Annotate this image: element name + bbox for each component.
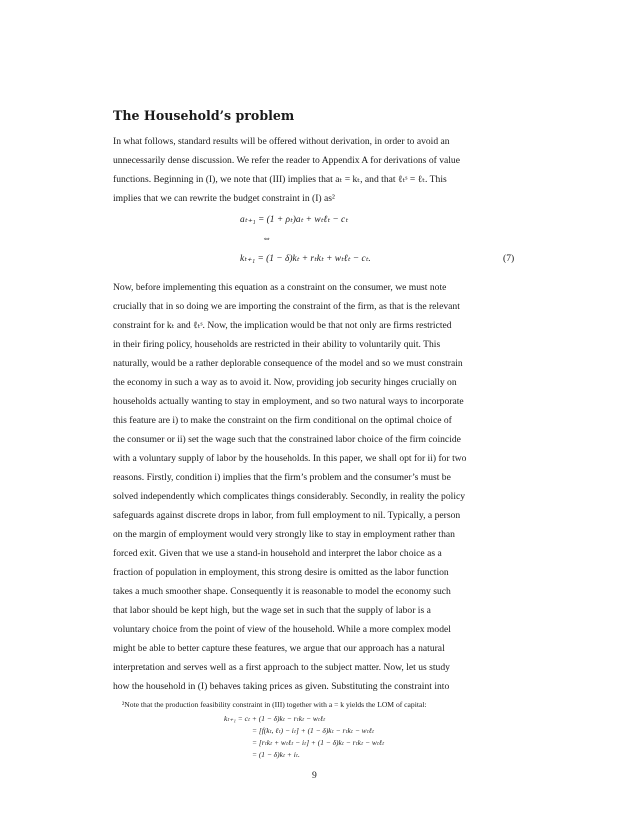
equation-line: kₜ₊₁ = (1 − δ)kₜ + rₜkₜ + wₜℓₜ − cₜ.	[240, 254, 371, 264]
text-line: naturally, would be a rather deplorable consequence of the model and so we must constrain	[113, 358, 463, 369]
text-line: solved independently which complicates things considerably. Secondly, in reality the policy	[113, 491, 466, 502]
text-line: constraint for kₜ and ℓₜˢ. Now, the implication would be that not only are firms restricted	[113, 320, 452, 331]
text-line: safeguards against discrete drops in labor, from full employment to nil. Typically, a person	[113, 510, 461, 521]
text-line: voluntary choice from the point of view of the household. While a more complex model	[113, 624, 451, 635]
text-line: the consumer or ii) set the wage such that the constrained labor choice of the firm coincide	[113, 434, 461, 445]
text-line: In what follows, standard results will be offered without derivation, in order to avoid an	[113, 136, 450, 147]
text-line: interpretation and serves well as a first approach to the subject matter. Now, let us study	[113, 662, 450, 673]
text-line: on the margin of employment would very strongly like to stay in employment rather than	[113, 529, 455, 540]
equation-number: (7)	[503, 253, 515, 264]
text-line: implies that we can rewrite the budget constraint in (I) as²	[113, 193, 335, 204]
footnote-equation-line: = [f(kₜ, ℓₜ) − iₜ] + (1 − δ)kₜ − rₜkₜ − wₜℓₜ	[252, 726, 375, 735]
footnote-equation-line: = [rₜkₜ + wₜℓₜ − iₜ] + (1 − δ)kₜ − rₜkₜ − wₜℓₜ	[252, 738, 385, 747]
page-number: 9	[312, 770, 317, 781]
footnote-text: ²Note that the production feasibility constraint in (III) together with a = k yields the LOM of capital:	[122, 700, 427, 709]
text-line: functions. Beginning in (I), we note that (III) implies that aₜ = kₜ, and that ℓₜˢ = ℓₜ. This	[113, 174, 447, 185]
text-line: the economy in such a way as to avoid it. Now, providing job security hinges crucially on	[113, 377, 457, 388]
text-line: reasons. Firstly, condition i) implies that the firm’s problem and the consumer’s must be	[113, 472, 451, 483]
text-line: Now, before implementing this equation as a constraint on the consumer, we must note	[113, 282, 447, 293]
equation-line: aₜ₊₁ = (1 + ρₜ)aₜ + wₜℓₜ − cₜ	[240, 215, 348, 225]
section-heading: The Household’s problem	[113, 108, 295, 123]
text-line: crucially that in so doing we are importing the constraint of the firm, as that is the relevant	[113, 301, 460, 312]
text-line: this feature are i) to make the constraint on the firm conditional on the optimal choice of	[113, 415, 452, 426]
text-line: that labor should be kept high, but the wage set in such that the supply of labor is a	[113, 605, 431, 616]
text-line: forced exit. Given that we use a stand-in household and interpret the labor choice as a	[113, 548, 442, 559]
text-line: takes a much smoother shape. Consequently it is reasonable to model the economy such	[113, 586, 451, 597]
text-line: unnecessarily dense discussion. We refer the reader to Appendix A for derivations of value	[113, 155, 460, 166]
text-line: might be able to better capture these features, we argue that our approach has a natural	[113, 643, 445, 654]
footnote-equation-line: kₜ₊₁ = cₜ + (1 − δ)kₜ − rₜkₜ − wₜℓₜ	[224, 714, 326, 723]
text-line: how the household in (I) behaves taking prices as given. Substituting the constraint into	[113, 681, 450, 692]
text-line: with a voluntary supply of labor by the households. In this paper, we shall opt for ii) for two	[113, 453, 467, 464]
text-line: households actually wanting to stay in employment, and so two natural ways to incorporate	[113, 396, 464, 407]
equivalence-symbol: ⇔	[262, 234, 272, 244]
text-line: fraction of population in employment, this strong desire is omitted as the labor function	[113, 567, 449, 578]
text-line: in their firing policy, households are restricted in their ability to voluntarily quit. This	[113, 339, 441, 350]
footnote-equation-line: = (1 − δ)kₜ + iₜ.	[252, 750, 300, 759]
